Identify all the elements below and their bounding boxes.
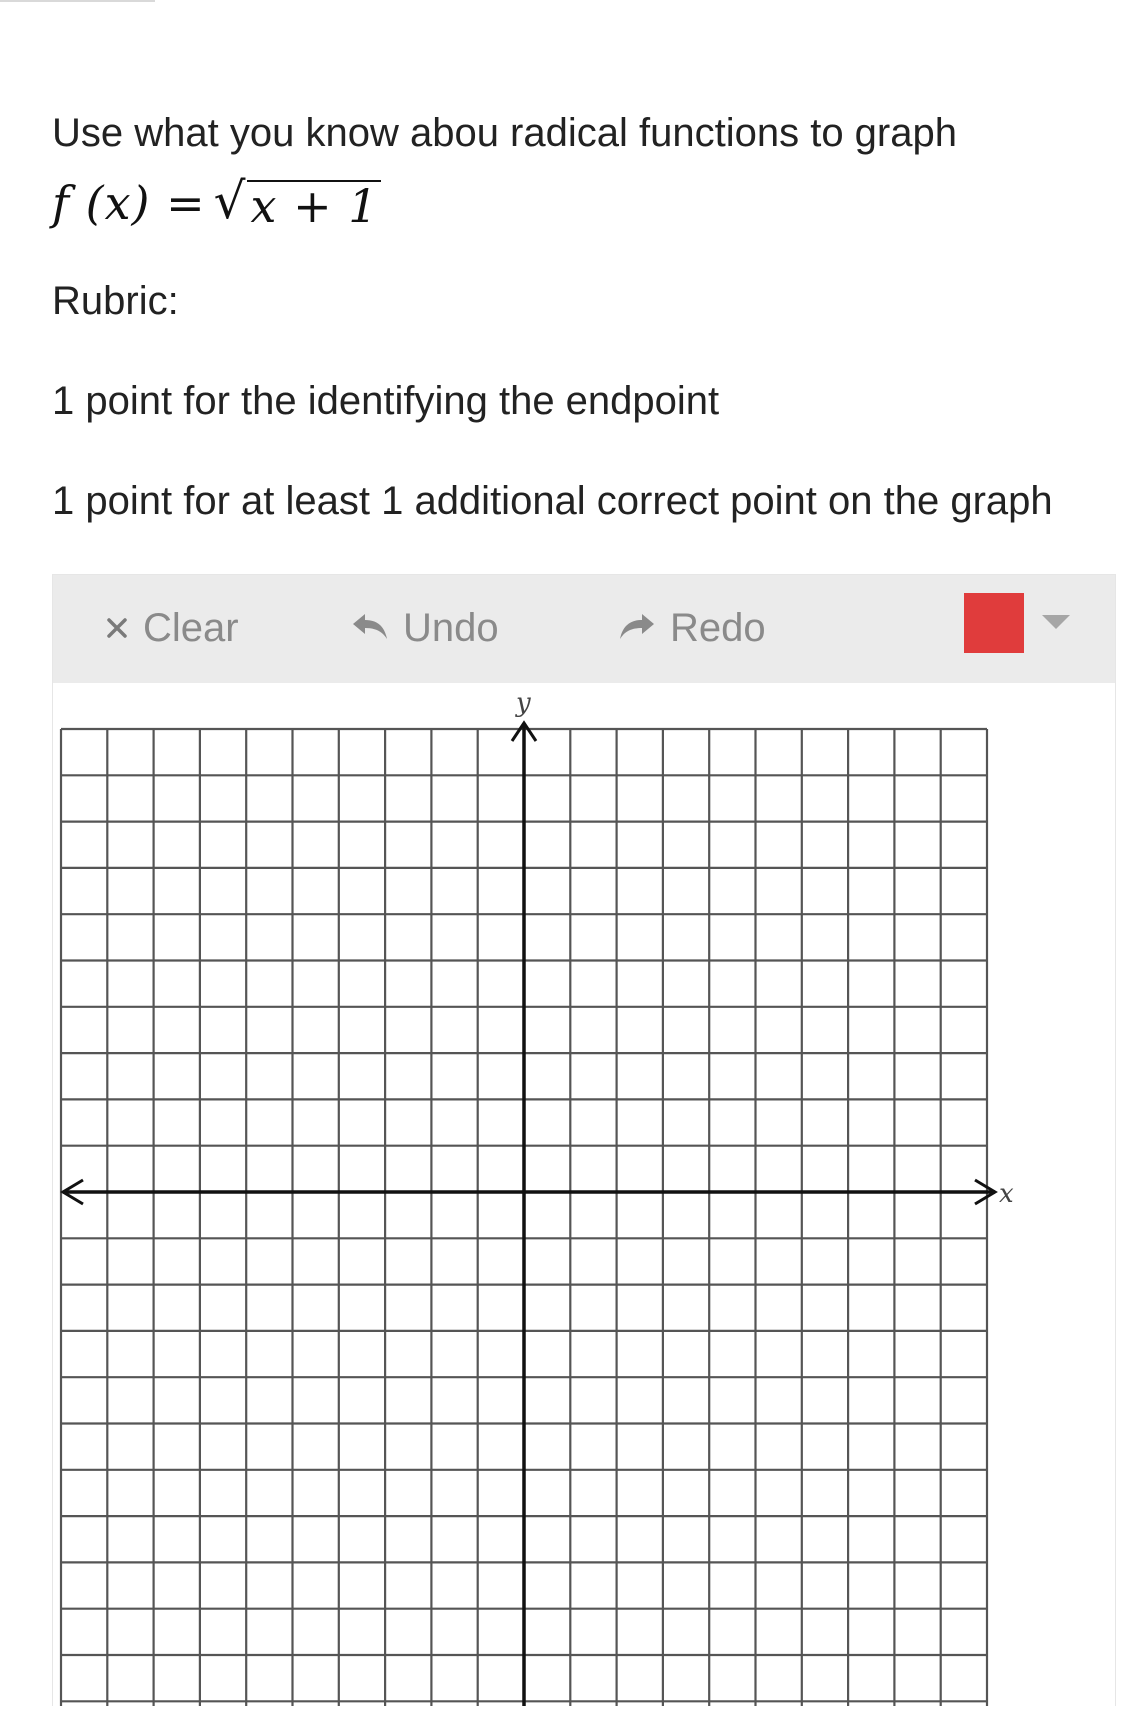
close-icon — [105, 616, 129, 640]
redo-icon — [618, 613, 656, 643]
axes — [63, 688, 1014, 1706]
clear-label: Clear — [143, 605, 239, 650]
question-prompt — [52, 110, 1122, 233]
redo-label: Redo — [670, 605, 766, 650]
chevron-down-icon — [1041, 614, 1071, 635]
top-divider — [0, 0, 155, 2]
drawing-toolbar — [53, 575, 1115, 683]
x-axis-label: x — [999, 1179, 1014, 1209]
color-swatch[interactable] — [964, 593, 1024, 653]
y-axis-label: y — [516, 688, 531, 718]
graphing-widget — [52, 574, 1116, 1706]
rubric-item-additional-point: 1 point for at least 1 additional correct point on the graph — [52, 479, 1053, 523]
undo-icon — [351, 613, 389, 643]
undo-label: Undo — [403, 605, 499, 650]
graph-canvas[interactable] — [53, 683, 1115, 1706]
rubric-item-endpoint: 1 point for the identifying the endpoint — [52, 379, 720, 423]
color-dropdown-button[interactable] — [1039, 611, 1073, 637]
coordinate-grid — [53, 683, 1115, 1706]
prompt-text: Use what you know abou radical functions to graph — [52, 111, 957, 155]
rubric-title: Rubric: — [52, 279, 179, 323]
formula-lhs: f (x) = — [52, 176, 206, 230]
radical-sign: √ — [213, 172, 247, 230]
function-formula — [52, 172, 1122, 233]
undo-button[interactable] — [351, 603, 499, 653]
square-root — [206, 172, 381, 233]
redo-button[interactable] — [618, 603, 766, 653]
clear-button[interactable] — [105, 603, 239, 653]
radicand: x + 1 — [247, 180, 381, 230]
